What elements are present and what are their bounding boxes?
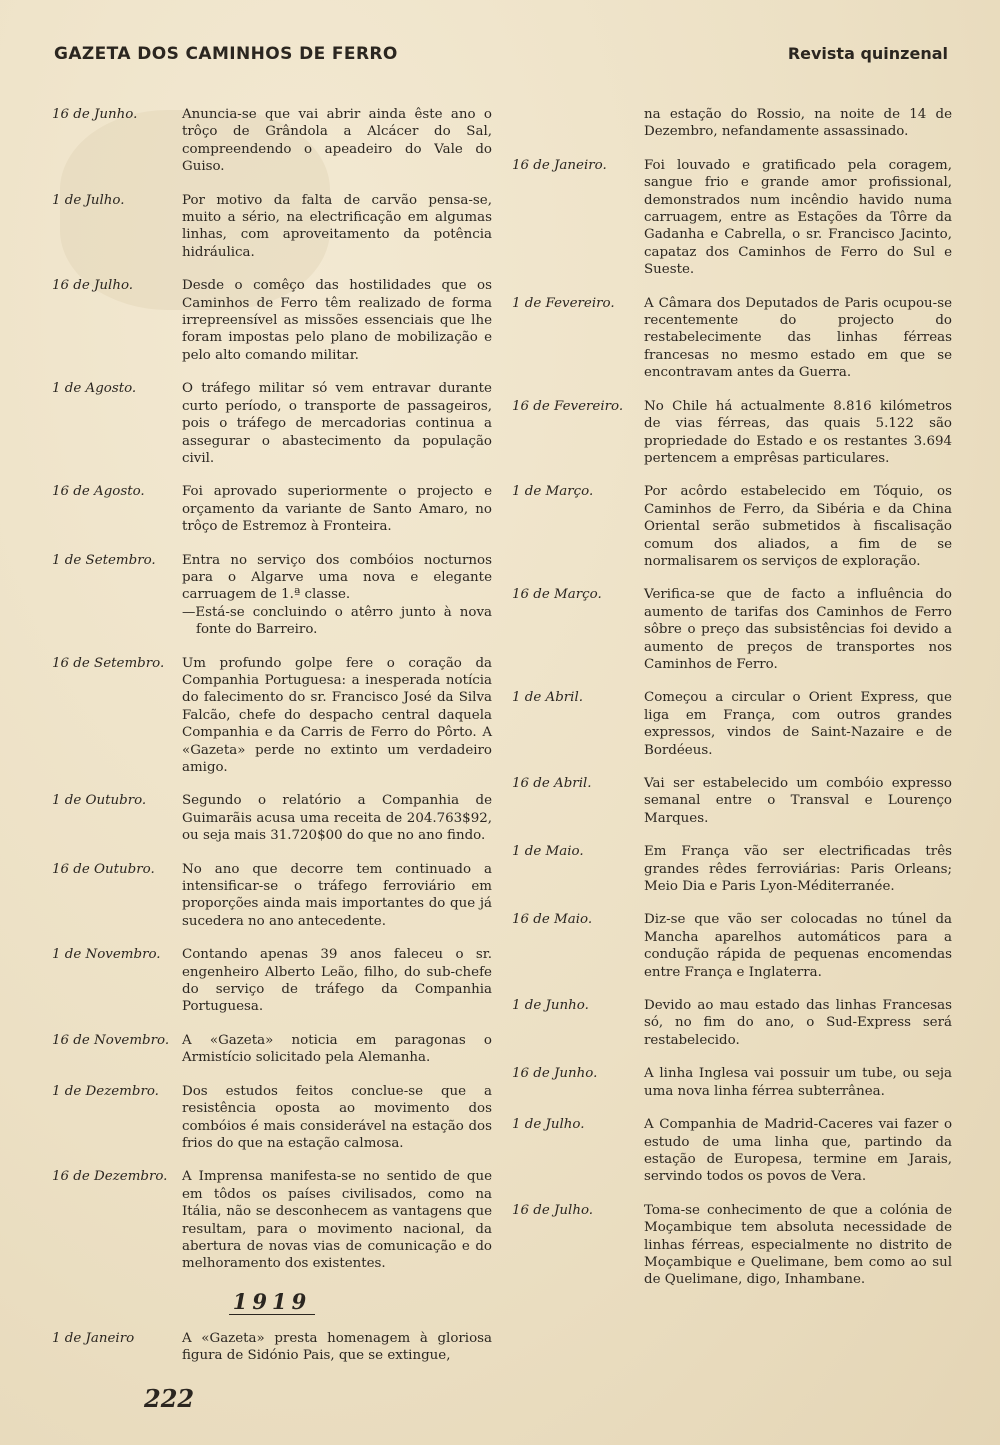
right-column (512, 106, 952, 1305)
chronology-entry (52, 192, 492, 262)
entry-paragraph: Devido ao mau estado das linhas Francesas só, no fim do ano, o Sud-Express será restabelecido. (644, 998, 952, 1048)
entry-text (644, 1116, 952, 1186)
journal-title: GAZETA DOS CAMINHOS DE FERRO (54, 44, 398, 64)
entry-date: 16 de Julho. (512, 1202, 594, 1218)
entry-text (644, 586, 952, 673)
entry-paragraph: Em França vão ser electrificadas três grandes rêdes ferroviárias: Paris Orleans; Meio Dia e Paris Lyon-Méditerranée. (644, 844, 952, 895)
entry-paragraph: A Imprensa manifesta-se no sentido de que em tôdos os países civilisados, como na Itália, não se desconhecem as vantagens que resultam, para o movimento nacional, da abertura de novas vias de comunicação e do melhoramento dos existentes. (182, 1169, 492, 1272)
entry-date: 1 de Julho. (52, 192, 125, 208)
entry-date: 16 de Maio. (512, 912, 593, 928)
chronology-entry (52, 1168, 492, 1272)
entry-date: 16 de Julho. (52, 278, 134, 294)
entry-text (644, 775, 952, 827)
chronology-entry (52, 946, 492, 1016)
chronology-entry (512, 1065, 952, 1100)
entry-paragraph: Verifica-se que de facto a influência do aumento de tarifas dos Caminhos de Ferro sôbre o preço das subsistências foi devido a aumento de preços de transportes nos Caminhos de Ferro. (644, 587, 952, 672)
chronology-entry (512, 1202, 952, 1289)
entry-text (644, 1202, 952, 1289)
journal-subtitle: Revista quinzenal (787, 44, 948, 63)
entry-date: 1 de Março. (512, 484, 594, 500)
year-label: 1919 (229, 1289, 315, 1315)
chronology-entry (512, 997, 952, 1049)
chronology-entry (52, 1032, 492, 1067)
entry-date: 1 de Fevereiro. (512, 295, 615, 311)
entry-date: 16 de Março. (512, 587, 602, 603)
chronology-entry (52, 483, 492, 535)
entry-text (644, 295, 952, 382)
chronology-entry (512, 483, 952, 570)
entry-text (182, 1168, 492, 1272)
entry-paragraph: Diz-se que vão ser colocadas no túnel da Mancha aparelhos automáticos para a condução rápida de pequenas encomendas entre França e Inglaterra. (644, 912, 952, 980)
entry-text (644, 997, 952, 1049)
entry-date: 1 de Julho. (512, 1117, 585, 1133)
entry-paragraph: Toma-se conhecimento de que a colónia de Moçambique tem absoluta necessidade de linhas férreas, especialmente no distrito de Moçambique e Quelimane, bem como ao sul de Quelimane, digo, Inhambane. (644, 1202, 952, 1288)
entry-text (182, 946, 492, 1016)
chronology-entry (52, 861, 492, 931)
entry-paragraph: A «Gazeta» presta homenagem à gloriosa figura de Sidónio Pais, que se extingue, (182, 1330, 492, 1364)
chronology-entry (512, 398, 952, 468)
entry-paragraph: A Companhia de Madrid-Caceres vai fazer o estudo de uma linha que, partindo da estação de Europesa, termine em Jarais, servindo todos os povos de Vera. (644, 1117, 952, 1185)
entry-date: 1 de Janeiro (52, 1330, 135, 1346)
entry-date: 1 de Junho. (512, 998, 589, 1014)
chronology-entry (52, 655, 492, 777)
entry-paragraph: Contando apenas 39 anos faleceu o sr. engenheiro Alberto Leão, filho, do sub-chefe do serviço de tráfego da Companhia Portuguesa. (182, 947, 492, 1015)
page-number: 222 (144, 1384, 195, 1413)
entry-text (644, 1065, 952, 1100)
entry-date: 16 de Dezembro. (52, 1169, 168, 1185)
chronology-entry (512, 157, 952, 279)
entry-paragraph: Dos estudos feitos conclue-se que a resistência oposta ao movimento dos combóios é mais considerável na estação dos frios do que na estação calmosa. (182, 1083, 492, 1151)
chronology-entry (512, 1116, 952, 1186)
chronology-entry (52, 106, 492, 176)
entry-text (182, 380, 492, 467)
entry-date: 16 de Junho. (512, 1066, 598, 1082)
entry-date: 1 de Maio. (512, 844, 584, 860)
entry-paragraph: Por motivo da falta de carvão pensa-se, muito a sério, na electrificação em algumas linhas, com aproveitamento da potência hidráulica. (182, 192, 492, 260)
entry-date: 16 de Fevereiro. (512, 398, 624, 414)
chronology-entry (52, 380, 492, 467)
entry-text (182, 792, 492, 844)
entry-paragraph: No ano que decorre tem continuado a intensificar-se o tráfego ferroviário em proporções ainda mais importantes do que já sucedera no ano antecedente. (182, 861, 492, 929)
chronology-entry (512, 295, 952, 382)
entry-paragraph: Entra no serviço dos combóios nocturnos para o Algarve uma nova e elegante carruagem de 1.ª classe. (182, 552, 492, 603)
entry-text (644, 157, 952, 279)
entry-text (182, 106, 492, 176)
entry-paragraph: O tráfego militar só vem entravar durante curto período, o transporte de passageiros, pois o tráfego de mercadorias continua a assegurar o abastecimento da população civil. (182, 381, 492, 466)
entry-paragraph: A linha Inglesa vai possuir um tube, ou seja uma nova linha férrea subterrânea. (644, 1066, 952, 1099)
entry-text (182, 655, 492, 777)
entry-paragraph: Um profundo golpe fere o coração da Companhia Portuguesa: a inesperada notícia do falecimento do sr. Francisco José da Silva Falcão, chefe do despacho central daquela Companhia e da Carris de Ferro do Pôrto. A «Gazeta» perde no extinto um verdadeiro amigo. (182, 655, 492, 775)
running-header (54, 44, 948, 74)
entry-date: 1 de Agosto. (52, 381, 137, 397)
left-column (52, 106, 492, 1381)
entry-text (644, 843, 952, 895)
entry-date: 1 de Outubro. (52, 793, 147, 809)
chronology-entry (512, 843, 952, 895)
entry-text (182, 861, 492, 931)
entry-text (644, 911, 952, 981)
entry-text (182, 483, 492, 535)
entry-paragraph: Vai ser estabelecido um combóio expresso semanal entre o Transval e Lourenço Marques. (644, 776, 952, 826)
entry-text (644, 689, 952, 759)
entry-paragraph: A «Gazeta» noticia em paragonas o Armistício solicitado pela Alemanha. (182, 1032, 492, 1066)
chronology-entry (52, 552, 492, 639)
chronology-entry (512, 586, 952, 673)
entry-paragraph: No Chile há actualmente 8.816 kilómetros de vias férreas, das quais 5.122 são propriedade do Estado e os restantes 3.694 pertencem a emprêsas particulares. (644, 398, 952, 466)
entry-date: 1 de Abril. (512, 690, 583, 706)
entry-date: 16 de Junho. (52, 107, 138, 122)
entry-date: 16 de Novembro. (52, 1032, 170, 1048)
year-heading (52, 1289, 492, 1314)
chronology-entry (512, 911, 952, 981)
entry-paragraph: —Está-se concluindo o atêrro junto à nova fonte do Barreiro. (182, 604, 492, 638)
entry-date: 1 de Dezembro. (52, 1083, 159, 1099)
entry-text (182, 277, 492, 364)
entry-paragraph: Anuncia-se que vai abrir ainda êste ano o trôço de Grândola a Alcácer do Sal, compreendendo o apeadeiro do Vale do Guiso. (182, 107, 492, 175)
entry-date: 16 de Agosto. (52, 484, 145, 500)
chronology-entry (52, 277, 492, 364)
entry-text (182, 1330, 492, 1365)
entry-text (182, 552, 492, 639)
entry-text (182, 1083, 492, 1153)
chronology-entry (52, 792, 492, 844)
entry-date: 16 de Janeiro. (512, 157, 607, 173)
entry-paragraph: A Câmara dos Deputados de Paris ocupou-se recentemente do projecto do restabelecimente das linhas férreas francesas no mesmo estado em que se encontravam antes da Guerra. (644, 295, 952, 381)
entry-text (644, 398, 952, 468)
entry-paragraph: Por acôrdo estabelecido em Tóquio, os Caminhos de Ferro, da Sibéria e da China Oriental serão submetidos à fiscalisação comum dos aliados, a fim de se normalisarem os serviços de exploração. (644, 484, 952, 569)
entry-date: 1 de Novembro. (52, 947, 161, 963)
entry-date: 16 de Setembro. (52, 655, 165, 671)
chronology-entry (52, 1083, 492, 1153)
entry-date: 1 de Setembro. (52, 552, 156, 568)
entry-text (644, 483, 952, 570)
continued-text: na estação do Rossio, na noite de 14 de Dezembro, nefandamente assassinado. (644, 107, 952, 140)
entry-date: 16 de Abril. (512, 776, 592, 791)
entry-text (182, 1032, 492, 1067)
entry-paragraph: Começou a circular o Orient Express, que liga em França, com outros grandes expressos, vindos de Saint-Nazaire e de Bordéeus. (644, 690, 952, 758)
chronology-entry (52, 1330, 492, 1365)
entry-paragraph: Segundo o relatório a Companhia de Guimarãis acusa uma receita de 204.763$92, ou seja mais 31.720$00 do que no ano findo. (182, 793, 492, 844)
entry-date: 16 de Outubro. (52, 861, 155, 877)
entry-paragraph: Foi louvado e gratificado pela coragem, sangue frio e grande amor profissional, demonstrados num incêndio havido numa carruagem, entre as Estações da Tôrre da Gadanha e Cabrella, o sr. Francisco Jacinto, capataz dos Caminhos de Ferro do Sul e Sueste. (644, 157, 952, 278)
chronology-entry (512, 689, 952, 759)
entry-paragraph: Foi aprovado superiormente o projecto e orçamento da variante de Santo Amaro, no trôço de Estremoz à Fronteira. (182, 484, 492, 535)
entry-text (182, 192, 492, 262)
chronology-entry (512, 775, 952, 827)
entry-paragraph: Desde o comêço das hostilidades que os Caminhos de Ferro têm realizado de forma irrepreensível as missões essenciais que lhe foram impostas pelo plano de mobilização e pelo alto comando militar. (182, 278, 492, 363)
